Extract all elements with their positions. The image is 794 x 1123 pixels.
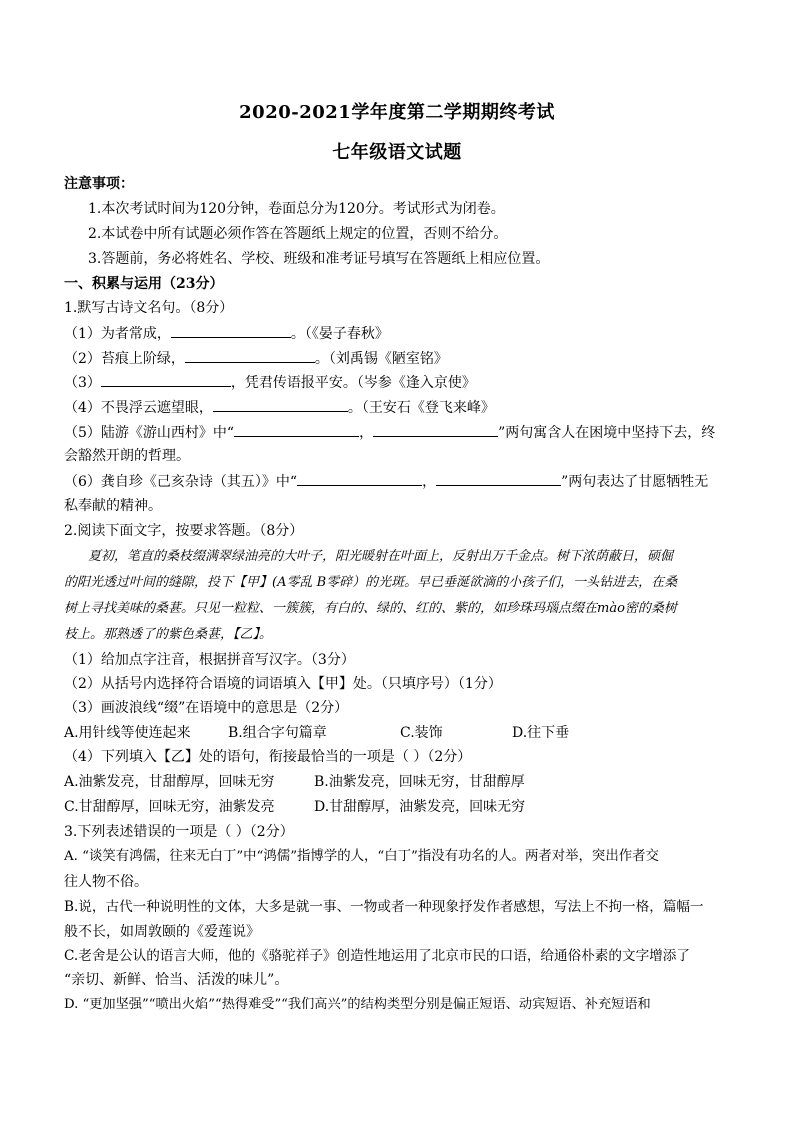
q3-option-c-line-2: “亲切、新鲜、恰当、活泼的味儿”。 <box>64 972 289 988</box>
q1-item-5-text-a: （5）陆游《游山西村》中“ <box>64 425 235 441</box>
exam-title: 2020-2021学年度第二学期期终考试 <box>239 102 555 123</box>
answer-blank[interactable] <box>101 372 231 387</box>
q1-item-3 <box>64 372 730 393</box>
q1-item-6-text-b: ， <box>422 474 437 490</box>
passage-line-1: 夏初，笔直的桑枝缀满翠绿油亮的大叶子，阳光暖射在叶面上，反射出万千金点。树下浓荫蔽日，硕倔 <box>88 549 674 564</box>
q1-item-4-pre: （4）不畏浮云遮望眼， <box>64 400 213 416</box>
q1-item-1-pre: （1）为者常成， <box>64 326 171 342</box>
answer-blank[interactable] <box>234 422 359 437</box>
q1-item-5-text-b: ， <box>359 425 374 441</box>
option-d[interactable]: D.往下垂 <box>512 725 570 741</box>
q1-item-4-post: 。（王安石《登飞来峰》 <box>347 400 495 416</box>
passage-line-3: 树上寻找美味的桑葚。只见一粒粒、一簇簇，有白的、绿的、红的、紫的，如珍珠玛瑙点缀在mào密的桑树 <box>64 601 677 616</box>
q1-item-6 <box>64 471 730 492</box>
answer-blank[interactable] <box>185 348 315 363</box>
q1-item-2-pre: （2）苔痕上阶绿， <box>64 351 185 367</box>
q3-option-a-line-2: 往人物不俗。 <box>64 874 148 890</box>
option-c[interactable]: C.甘甜醇厚，回味无穷，油紫发亮 <box>64 799 275 815</box>
question-2-stem: 2.阅读下面文字，按要求答题。（8分） <box>64 523 304 539</box>
q1-item-6-cont: 私奉献的精神。 <box>64 498 162 514</box>
option-d[interactable]: D.甘甜醇厚，油紫发亮，回味无穷 <box>314 799 526 815</box>
option-a[interactable]: A.用针线等使连起来 <box>64 725 191 741</box>
answer-blank[interactable] <box>213 397 348 412</box>
option-a[interactable]: A.油紫发亮，甘甜醇厚，回味无穷 <box>64 774 275 790</box>
q1-item-4 <box>64 397 730 418</box>
q3-option-b-line-1: B.说，古代一种说明性的文体，大多是就一事、一物或者一种现象抒发作者感想，写法上不拘一格，篇幅一 <box>64 899 704 915</box>
q1-item-5-cont: 会豁然开朗的哲理。 <box>64 448 190 464</box>
answer-blank[interactable] <box>373 422 498 437</box>
q1-item-2 <box>64 348 730 369</box>
q1-item-6-text-c: ”两句表达了甘愿牺牲无 <box>561 474 709 490</box>
note-item-1: 1.本次考试时间为120分钟，卷面总分为120分。考试形式为闭卷。 <box>88 201 505 217</box>
option-b[interactable]: B.组合字句篇章 <box>228 725 327 741</box>
q1-item-2-post: 。（刘禹锡《陋室铭》 <box>314 351 448 367</box>
passage-line-4: 枝上。那熟透了的紫色桑葚，【乙】。 <box>64 627 273 642</box>
answer-blank[interactable] <box>297 471 422 486</box>
q1-item-5 <box>64 422 730 443</box>
q3-option-c-line-1: C.老舍是公认的语言大师，他的《骆驼祥子》创造性地运用了北京市民的口语，给通俗朴素的文字增添了 <box>64 948 690 964</box>
exam-subtitle: 七年级语文试题 <box>332 142 462 163</box>
notes-heading: 注意事项： <box>64 176 134 192</box>
q2-sub-3: （3）画波浪线“缀”在语境中的意思是（2分） <box>64 700 349 716</box>
q3-option-d-line-1: D. “更加坚强”“喷出火焰”“热得难受”“我们高兴”的结构类型分别是偏正短语、动宾短语、补充短语和 <box>64 997 651 1012</box>
q1-item-3-pre: （3） <box>64 375 101 391</box>
q1-item-3-post: ，凭君传语报平安。（岑参《逢入京使》 <box>230 375 476 391</box>
q2-sub-4: （4）下列填入【乙】处的语句，衔接最恰当的一项是（ ）（2分） <box>64 749 472 765</box>
passage-line-2: 的阳光透过叶间的缝隙，投下【甲】(A零乱 B零碎）的光斑。早已垂涎欲滴的小孩子们，一头钻进去，在桑 <box>64 575 678 590</box>
q1-item-1-post: 。（《晏子春秋》 <box>290 326 389 342</box>
answer-blank[interactable] <box>171 323 291 338</box>
q2-sub-2: （2）从括号内选择符合语境的词语填入【甲】处。（只填序号）（1分） <box>64 676 502 692</box>
option-c[interactable]: C.装饰 <box>400 725 443 741</box>
q1-item-1 <box>64 323 730 344</box>
q3-option-b-line-2: 般不长，如周敦颐的《爱莲说》 <box>64 924 260 940</box>
note-item-2: 2.本试卷中所有试题必须作答在答题纸上规定的位置，否则不给分。 <box>88 226 508 242</box>
option-b[interactable]: B.油紫发亮，回味无穷，甘甜醇厚 <box>314 774 525 790</box>
q1-item-6-text-a: （6）龚自珍《己亥杂诗（其五）》中“ <box>64 474 298 490</box>
answer-blank[interactable] <box>436 471 561 486</box>
q1-item-5-text-c: ”两句寓含人在困境中坚持下去，终 <box>498 425 716 441</box>
question-1-stem: 1.默写古诗文名句。（8分） <box>64 300 234 316</box>
q2-sub-1: （1）给加点字注音，根据拼音写汉字。（3分） <box>64 652 355 668</box>
note-item-3: 3.答题前，务必将姓名、学校、班级和准考证号填写在答题纸上相应位置。 <box>88 251 550 267</box>
q3-option-a-line-1: A. “谈笑有鸿儒，往来无白丁”中“鸿儒”指博学的人，“白丁”指没有功名的人。两者对举，突出作者交 <box>64 849 659 864</box>
question-3-stem: 3.下列表述错误的一项是（ ）（2分） <box>64 824 294 840</box>
section-1-heading: 一、积累与运用（23分） <box>64 276 224 292</box>
